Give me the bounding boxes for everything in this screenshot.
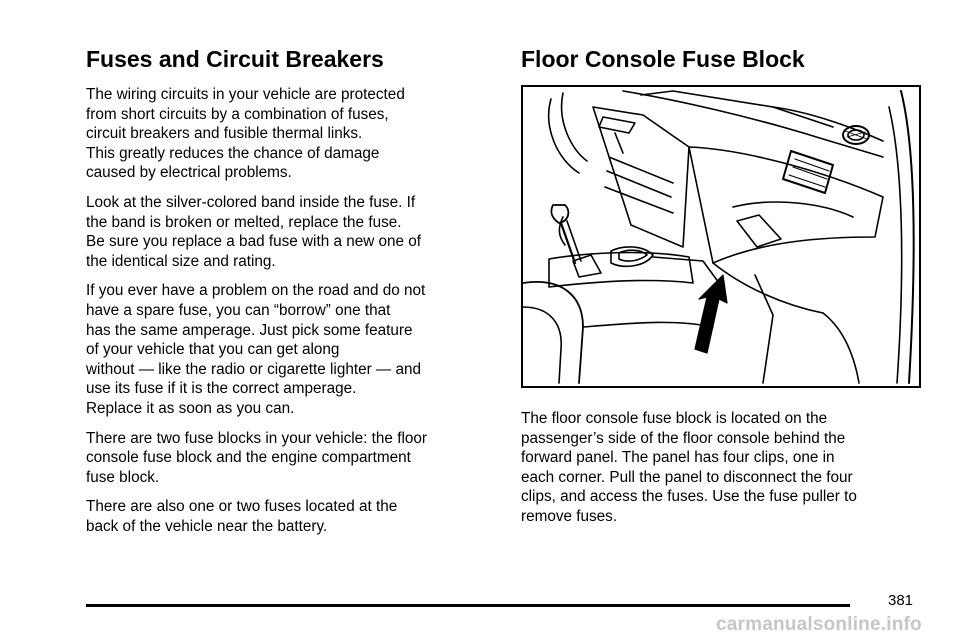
paragraph: There are also one or two fuses located at the back of the vehicle near the battery. <box>86 498 398 535</box>
paragraph: If you ever have a problem on the road and do not have a spare fuse, you can “borrow” one that has the same amperage. Just pick some feature of your vehicle that you can get along without — like the radio or cigarette lighter — and use its fuse if it is the correct amperage. Replace it as soon as you can. <box>86 282 426 417</box>
floor-console-illustration <box>521 85 921 388</box>
paragraph: There are two fuse blocks in your vehicle: the floor console fuse block and the engine compartment fuse block. <box>86 429 427 486</box>
watermark: carmanualsonline.info <box>716 614 922 635</box>
paragraph: Look at the silver-colored band inside the fuse. If the band is broken or melted, replace the fuse. Be sure you replace a bad fuse with a new one of the identical size and rating. <box>86 193 422 270</box>
paragraph: The floor console fuse block is located on the passenger’s side of the floor console behind the forward panel. The panel has four clips, one in each corner. Pull the panel to disconnect the four clips, and access the fuses. Use the fuse puller to remove fuses. <box>521 410 857 525</box>
section-title-floor-console-fuse-block: Floor Console Fuse Block <box>521 46 805 72</box>
left-column <box>86 44 496 546</box>
page-number: 381 <box>888 592 914 609</box>
vehicle-interior-line-art <box>523 87 919 386</box>
section-title-fuses-and-circuit-breakers: Fuses and Circuit Breakers <box>86 46 384 72</box>
footer-rule <box>86 604 850 607</box>
paragraph: The wiring circuits in your vehicle are protected from short circuits by a combination of fuses, circuit breakers and fusible thermal links. This greatly reduces the chance of damage caused by electrical problems. <box>86 86 405 182</box>
right-column <box>521 44 923 537</box>
